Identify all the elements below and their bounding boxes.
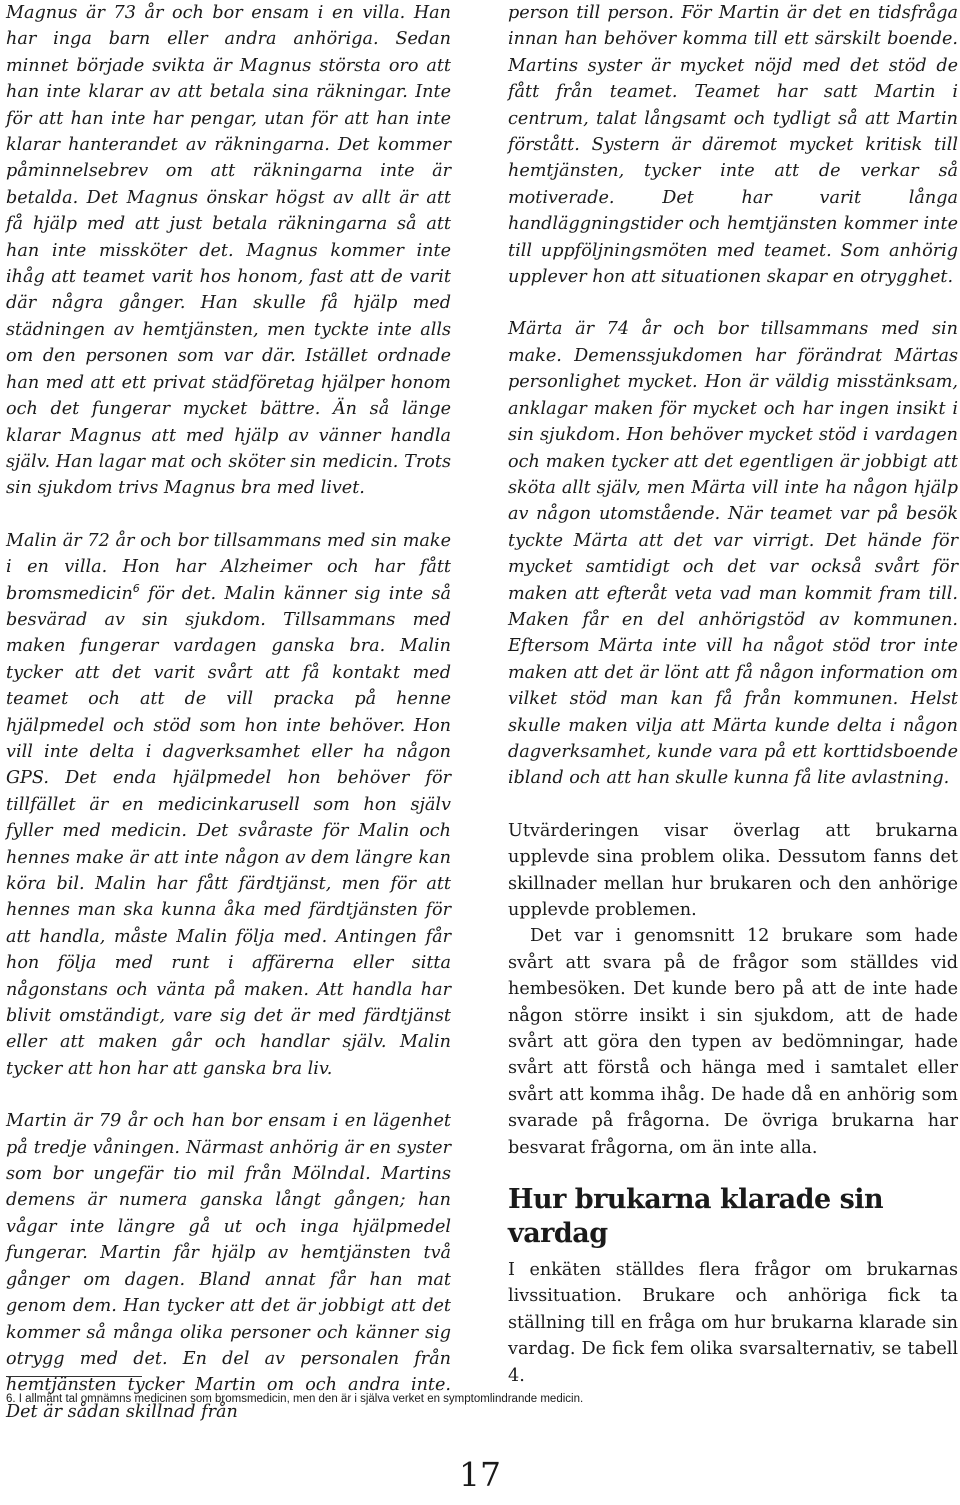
- evaluation-paragraph: Utvärderingen visar överlag att brukarna upplevde sina problem olika. Dessutom fanns det skillnader mellan hur brukaren och den anhörige upplevde problemen.: [508, 820, 958, 920]
- case-malin-text-b: för det. Malin känner sig inte så besvärad av sin sjukdom. Tillsammans med maken fungerar vardagen ganska bra. Malin tycker att det varit svårt att få kontakt med teamet och att de vill pracka på henne hjälpmedel och stöd som hon inte behöver. Hon vill inte delta i dagverksamhet eller ha någon GPS. Det enda hjälpmedel hon behöver för tillfället är en medicinkarusell som hon själv fyller med medicin. Det svåraste för Malin och hennes make är att inte någon av dem längre kan köra bil. Malin har fått färdtjänst, men för att hennes man ska kunna åka med färdtjänsten för att handla, måste Malin följa med. Antingen får hon följa med runt i affärerna eller sitta någonstans och vänta på maken. Att handla har blivit omständigt, vare sig det är med färdtjänst eller att maken går och handlar själv. Malin tycker att hon har att ganska bra liv.: [6, 583, 451, 1079]
- case-martin-paragraph: Martin är 79 år och han bor ensam i en lägenhet på tredje våningen. Närmast anhörig är en syster som bor ungefär tio mil från Mölndal. Martins demens är numera ganska långt gången; han vågar inte längre gå ut och inga hjälpmedel fungerar. Martin får hjälp av hemtjänsten två gånger om dagen. Bland annat får han mat genom dem. Han tycker att det är jobbigt att det kommer så många olika personer och känner sig otrygg med det. En del av personalen från hemtjänsten tycker Martin om och andra inte. Det är sådan skillnad från: [6, 1111, 451, 1422]
- case-martin-continued: person till person. För Martin är det en tidsfråga innan han behöver komma till ett särskilt boende. Martins syster är mycket nöjd med det stöd de fått från teamet. Teamet har satt Martin i centrum, talat långsamt och tydligt så att Martin förstått. Systern är däremot mycket kritisk till hemtjänsten, tycker inte att de verkar så motiverade. Det har varit långa handläggningstider och hemtjänsten kommer inte till uppföljningsmöten med teamet. Som anhörig upplever hon att situationen skapar en otrygghet.: [508, 3, 958, 288]
- average-paragraph: Det var i genomsnitt 12 brukare som hade svårt att svara på de frågor som ställdes vid hembesöken. Det kunde bero på att de inte hade någon större insikt i sin sjukdom, att de hade svårt att göra den typen av bedömningar, hade svårt att förstå och hänga med i samtalet eller svårt att komma ihåg. De hade då en anhörig som svarade på frågorna. De övriga brukarna har besvarat frågorna, om än inte alla.: [508, 926, 958, 1158]
- section-heading: Hur brukarna klarade sin vardag: [508, 1184, 884, 1250]
- case-malin-paragraph: [6, 528, 451, 1083]
- footnote-ref[interactable]: 6: [132, 581, 140, 595]
- footnote-divider: [6, 1376, 142, 1377]
- case-malin-text-a: Malin är 72 år och bor tillsammans med sin make i en villa. Hon har Alzheimer och har fått bromsmedicin: [6, 530, 451, 604]
- survey-paragraph: I enkäten ställdes flera frågor om brukarnas livssituation. Brukare och anhöriga fick ta ställning till en fråga om hur brukarna klarade sin vardag. De fick fem olika svarsalternativ, se tabell 4.: [508, 1260, 958, 1386]
- right-column: [508, 0, 958, 1389]
- page-number: 17: [459, 1455, 501, 1494]
- footnote-text: 6. I allmänt tal omnämns medicinen som bromsmedicin, men den är i själva verket en symptomlindrande medicin.: [6, 1393, 584, 1405]
- left-column: [6, 0, 451, 1425]
- case-magnus-paragraph: Magnus är 73 år och bor ensam i en villa. Han har inga barn eller andra anhöriga. Sedan minnet började svikta är Magnus största oro att han inte klarar av att betala sina räkningar. Inte för att han inte har pengar, utan för att han inte klarar hanterandet av räkningarna. Det kommer påminnelsebrev om att räkningarna inte är betalda. Det Magnus önskar högst av allt är att få hjälp med att just betala räkningarna så att han inte missköter det. Magnus kommer inte ihåg att teamet varit hos honom, fast att de varit där några gånger. Han skulle få hjälp med städningen av hemtjänsten, men tyckte inte alls om den personen som var där. Istället ordnade han med att ett privat städföretag hjälper honom och det fungerar mycket bättre. Än så länge klarar Magnus att med hjälp av vänner handla själv. Han lagar mat och sköter sin medicin. Trots sin sjukdom trivs Magnus bra med livet.: [6, 3, 451, 499]
- case-marta-paragraph: Märta är 74 år och bor tillsammans med sin make. Demenssjukdomen har förändrat Märtas personlighet mycket. Hon är väldig misstänksam, anklagar maken för mycket och har ingen insikt i sin sjukdom. Hon behöver mycket stöd i vardagen och maken tycker att det egentligen är jobbigt att sköta allt själv, men Märta vill inte ha någon hjälp av någon utomstående. När teamet var på besök tyckte Märta att det var virrigt. Det hände för mycket samtidigt och det var också svårt för maken att efteråt veta vad man kommit fram till. Maken får en del anhörigstöd av kommunen. Eftersom Märta inte vill ha något stöd tror inte maken att det är lönt att få någon information om vilket stöd man kan få från kommunen. Helst skulle maken vilja att Märta kunde delta i någon dagverksamhet, kunde vara på ett korttidsboende ibland och att han skulle kunna få lite avlastning.: [508, 319, 958, 789]
